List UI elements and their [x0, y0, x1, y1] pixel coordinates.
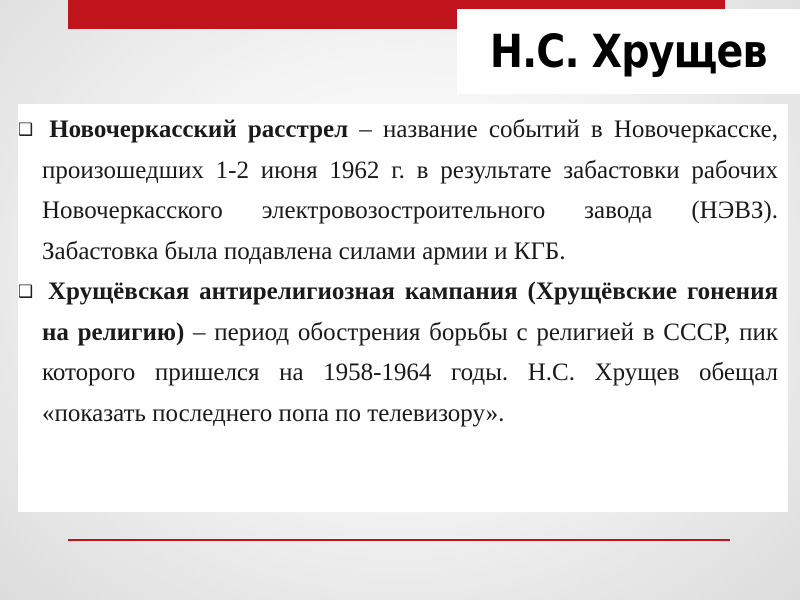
- bottom-accent-line: [68, 539, 730, 541]
- hollow-square-bullet-icon: ❑: [18, 120, 34, 140]
- slide-title: Н.С. Хрущев: [490, 25, 767, 78]
- term-antireligious-campaign: Хрущёвская антирелигиозная кампания (Хрущёвские гонения на религию): [42, 278, 779, 346]
- paragraph-antireligious-campaign: [18, 272, 779, 434]
- description-antireligious-campaign: – период обострения борьбы с религией в СССР, пик которого пришелся на 1958-1964 годы. Н.С. Хрущев обещал «показать последнего попа по телевизору».: [42, 318, 778, 427]
- paragraph-novocherkassk: [18, 110, 779, 272]
- title-box: [457, 9, 800, 94]
- description-novocherkassk: – название событий в Новочеркасске, произошедших 1-2 июня 1962 г. в результате забастовки рабочих Новочеркасского электровозостроительного завода (НЭВЗ). Забастовка была подавлена силами армии и КГБ.: [42, 116, 779, 265]
- content-panel: [18, 104, 788, 512]
- term-novocherkassk: Новочеркасский расстрел: [49, 116, 349, 143]
- hollow-square-bullet-icon: ❑: [18, 282, 34, 302]
